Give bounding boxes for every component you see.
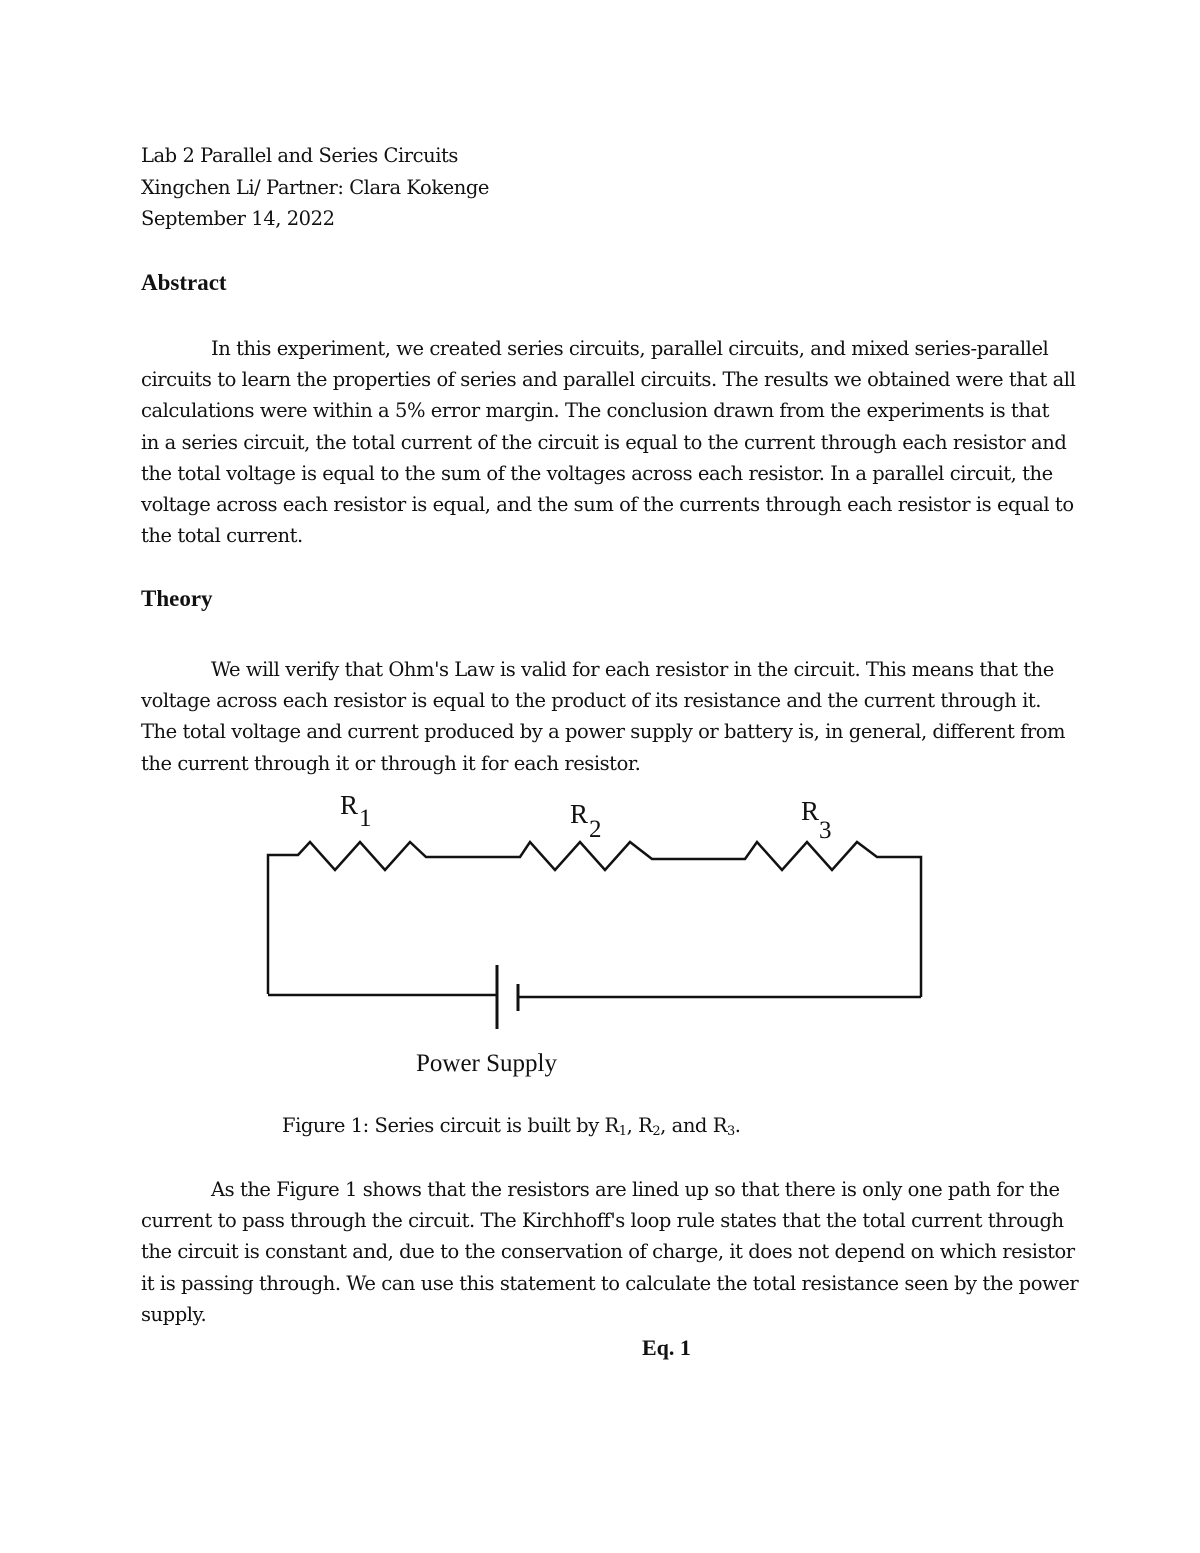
- top-wire-with-resistors: [268, 842, 921, 997]
- author-line: Xingchen Li/ Partner: Clara Kokenge: [141, 176, 490, 199]
- equation-label: Eq. 1: [642, 1335, 691, 1360]
- abstract-line: circuits to learn the properties of series and parallel circuits. The results we obtained were that all: [141, 368, 1076, 392]
- theory-line: voltage across each resistor is equal to the product of its resistance and the current through it.: [141, 689, 1041, 713]
- abstract-line: the total voltage is equal to the sum of the voltages across each resistor. In a parallel circuit, the: [141, 461, 1053, 485]
- theory-line: The total voltage and current produced by a power supply or battery is, in general, different from: [141, 720, 1066, 744]
- theory-heading: Theory: [141, 586, 213, 611]
- resistor-label-r2: R2: [570, 799, 602, 843]
- abstract-line: voltage across each resistor is equal, and the sum of the currents through each resistor is equal to: [141, 493, 1074, 517]
- theory-line: We will verify that Ohm's Law is valid for each resistor in the circuit. This means that the: [211, 658, 1054, 681]
- series-circuit-diagram: [0, 780, 1200, 1090]
- theory-paragraph: [141, 654, 1071, 779]
- abstract-heading: Abstract: [141, 270, 227, 295]
- paragraph-line: supply.: [141, 1302, 207, 1326]
- paragraph-line: it is passing through. We can use this statement to calculate the total resistance seen by the power: [141, 1271, 1079, 1295]
- paragraph-line: the circuit is constant and, due to the conservation of charge, it does not depend on which resistor: [141, 1240, 1075, 1264]
- abstract-line: In this experiment, we created series circuits, parallel circuits, and mixed series-parallel: [211, 337, 1049, 360]
- figure-caption: Figure 1: Series circuit is built by $R_1$, $R_2$, and $R_3$.: [282, 1114, 741, 1139]
- abstract-paragraph: [141, 333, 1076, 551]
- theory-line: the current through it or through it for each resistor.: [141, 751, 641, 775]
- series-explanation-paragraph: [141, 1174, 1079, 1330]
- abstract-line: calculations were within a 5% error margin. The conclusion drawn from the experiments is that: [141, 399, 1049, 423]
- lab-title: Lab 2 Parallel and Series Circuits: [141, 144, 458, 167]
- power-supply-label: Power Supply: [416, 1050, 557, 1077]
- date-line: September 14, 2022: [141, 207, 335, 230]
- resistor-label-r3: R3: [801, 796, 832, 844]
- paragraph-line: As the Figure 1 shows that the resistors are lined up so that there is only one path for the: [211, 1178, 1060, 1201]
- abstract-line: in a series circuit, the total current of the circuit is equal to the current through each resistor and: [141, 430, 1067, 454]
- paragraph-line: current to pass through the circuit. The Kirchhoff's loop rule states that the total current through: [141, 1209, 1064, 1233]
- abstract-line: the total current.: [141, 524, 303, 548]
- resistor-label-r1: R1: [340, 790, 372, 832]
